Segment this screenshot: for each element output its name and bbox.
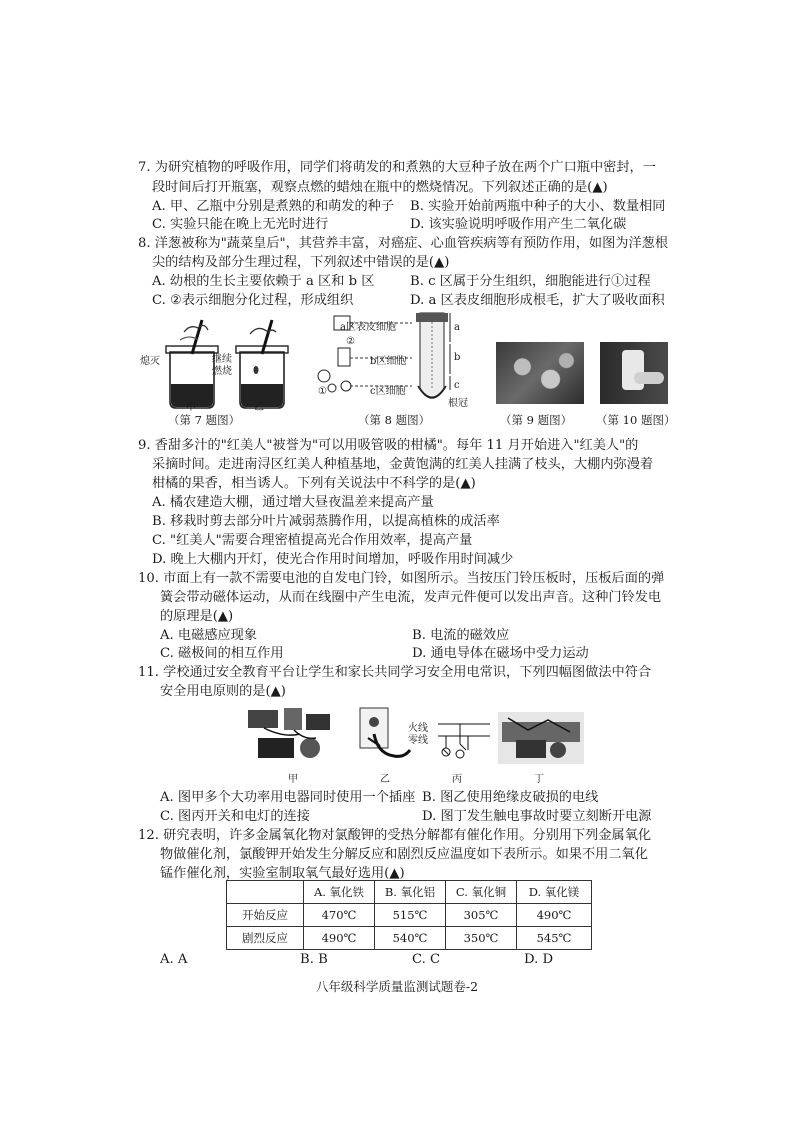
fig11-ding-electric-shock [498,712,584,764]
q11-option-a: A. 图甲多个大功率用电器同时使用一个插座 [160,790,416,805]
table-cell: 305℃ [446,904,517,927]
table-row [227,904,592,927]
fig10-caption: （第 10 题图） [596,413,676,427]
q9-option-a: A. 橘农建造大棚，通过增大昼夜温差来提高产量 [152,495,434,510]
fig8-b-marker: b [454,352,461,363]
fig7-continue-label: 继续 [212,354,232,365]
fig8-process-1: ① [318,386,327,397]
q7-option-b: B. 实验开始前两瓶中种子的大小、数量相同 [410,199,666,214]
q9-option-b: B. 移栽时剪去部分叶片减弱蒸腾作用，以提高植株的成活率 [152,514,500,529]
q7-option-a: A. 甲、乙瓶中分别是煮熟的和萌发的种子 [152,199,395,214]
table-header-cell: A. 氧化铁 [304,881,375,904]
fig11-yi-damaged-wire [354,704,414,766]
q11-option-c: C. 图丙开关和电灯的连接 [160,809,310,824]
fig7-jia-label: 甲 [186,402,196,413]
q12-option-d: D. D [524,952,554,967]
fig8-a-marker: a [454,322,460,333]
q10-stem-line1: 10. 市面上有一款不需要电池的自发电门铃，如图所示。当按压门铃压板时，压板后面的弹 [138,571,665,586]
fig11-zero-wire-label: 零线 [408,735,428,746]
q10-option-a: A. 电磁感应现象 [160,628,258,643]
fig7-extinguish-label: 熄灭 [140,356,160,367]
q7-option-d: D. 该实验说明呼吸作用产生二氧化碳 [410,217,627,232]
q12-option-a: A. A [160,952,188,967]
fig11-fire-wire-label: 火线 [408,723,428,734]
fig8-a-zone-label: a区表皮细胞 [340,322,396,333]
fig11-bing-label: 丙 [452,774,462,785]
table-header-row [227,881,592,904]
q7-stem-line2: 段时间后打开瓶塞，观察点燃的蜡烛在瓶中的燃烧情况。下列叙述正确的是(▲) [152,180,608,195]
q8-option-b: B. c 区属于分生组织，细胞能进行①过程 [410,274,651,289]
page-footer: 八年级科学质量监测试题卷-2 [315,979,479,994]
q11-option-d: D. 图丁发生触电事故时要立刻断开电源 [422,809,652,824]
q7-option-c: C. 实验只能在晚上无光时进行 [152,217,329,232]
fig8-b-zone-label: b区细胞 [370,356,407,367]
fig11-ding-label: 丁 [534,774,544,785]
fig7-yi-label: 乙 [254,402,264,413]
fig8-caption: （第 8 题图） [358,413,431,427]
q8-stem-line2: 尖的结构及部分生理过程，下列叙述中错误的是(▲) [152,255,450,270]
fig11-jia-overloaded-socket [244,704,334,766]
q10-option-d: D. 通电导体在磁场中受力运动 [412,646,589,661]
table-header-cell: B. 氧化铝 [375,881,446,904]
q9-stem-line1: 9. 香甜多汁的"红美人"被誉为"可以用吸管吸的柑橘"。每年 11 月开始进入"红美人"的 [138,438,639,453]
hand-finger [634,372,664,384]
table-cell: 490℃ [517,904,592,927]
doorbell-photo [600,342,668,404]
fig8-rootcap-label: 根冠 [448,398,468,409]
q11-stem-line2: 安全用电原则的是(▲) [160,684,286,699]
fig7-burn-label: 燃烧 [212,366,232,377]
table-cell: 470℃ [304,904,375,927]
fig9-caption: （第 9 题图） [500,413,573,427]
q10-stem-line2: 簧会带动磁体运动，从而在线圈中产生电流，发声元件便可以发出声音。这种门铃发电 [160,590,662,605]
table-row [227,927,592,950]
q12-stem-line1: 12. 研究表明，许多金属氧化物对氯酸钾的受热分解都有催化作用。分别用下列金属氧化 [138,828,652,843]
q7-stem-line1: 7. 为研究植物的呼吸作用，同学们将萌发的和煮熟的大豆种子放在两个广口瓶中密封，一 [138,160,656,175]
fig8-process-2: ② [346,336,355,347]
q12-stem-line3: 锰作催化剂，实验室制取氧气最好选用(▲) [160,866,405,881]
q9-option-d: D. 晚上大棚内开灯，使光合作用时间增加，呼吸作用时间减少 [152,552,514,567]
q10-option-b: B. 电流的磁效应 [412,628,510,643]
q10-option-c: C. 磁极间的相互作用 [160,646,284,661]
table-header-cell: C. 氧化铜 [446,881,517,904]
q12-stem-line2: 物做催化剂，氯酸钾开始发生分解反应和剧烈反应温度如下表所示。如果不用二氧化 [160,847,648,862]
doorbell-device [622,350,644,390]
catalyst-temperature-table [226,880,592,950]
citrus-photo [496,342,584,404]
table-cell: 545℃ [517,927,592,950]
table-cell: 490℃ [304,927,375,950]
fig8-c-zone-label: c区细胞 [370,386,406,397]
q8-option-d: D. a 区表皮细胞形成根毛，扩大了吸收面积 [410,293,665,308]
q10-stem-line3: 的原理是(▲) [160,609,234,624]
table-header-cell: D. 氧化镁 [517,881,592,904]
fig7-caption: （第 7 题图） [168,413,241,427]
table-header-cell [227,881,304,904]
fig11-yi-label: 乙 [380,774,390,785]
q9-stem-line3: 柑橘的果香，相当诱人。下列有关说法中不科学的是(▲) [152,476,476,491]
table-row-label: 剧烈反应 [227,927,304,950]
q9-stem-line2: 采摘时间。走进南浔区红美人种植基地，金黄饱满的红美人挂满了枝头，大棚内弥漫着 [152,457,654,472]
q9-option-c: C. "红美人"需要合理密植提高光合作用效率，提高产量 [152,533,473,548]
q11-option-b: B. 图乙使用绝缘皮破损的电线 [422,790,599,805]
q12-option-b: B. B [300,952,328,967]
q8-option-a: A. 幼根的生长主要依赖于 a 区和 b 区 [152,274,375,289]
fig8-c-marker: c [454,380,460,391]
q8-stem-line1: 8. 洋葱被称为"蔬菜皇后"，其营养丰富，对癌症、心血管疾病等有预防作用，如图为洋葱根 [138,236,669,251]
table-cell: 540℃ [375,927,446,950]
fig11-jia-label: 甲 [288,774,298,785]
q12-option-c: C. C [412,952,441,967]
q8-option-c: C. ②表示细胞分化过程，形成组织 [152,293,354,308]
table-cell: 350℃ [446,927,517,950]
table-row-label: 开始反应 [227,904,304,927]
table-cell: 515℃ [375,904,446,927]
q11-stem-line1: 11. 学校通过安全教育平台让学生和家长共同学习安全用电常识，下列四幅图做法中符合 [138,665,652,680]
